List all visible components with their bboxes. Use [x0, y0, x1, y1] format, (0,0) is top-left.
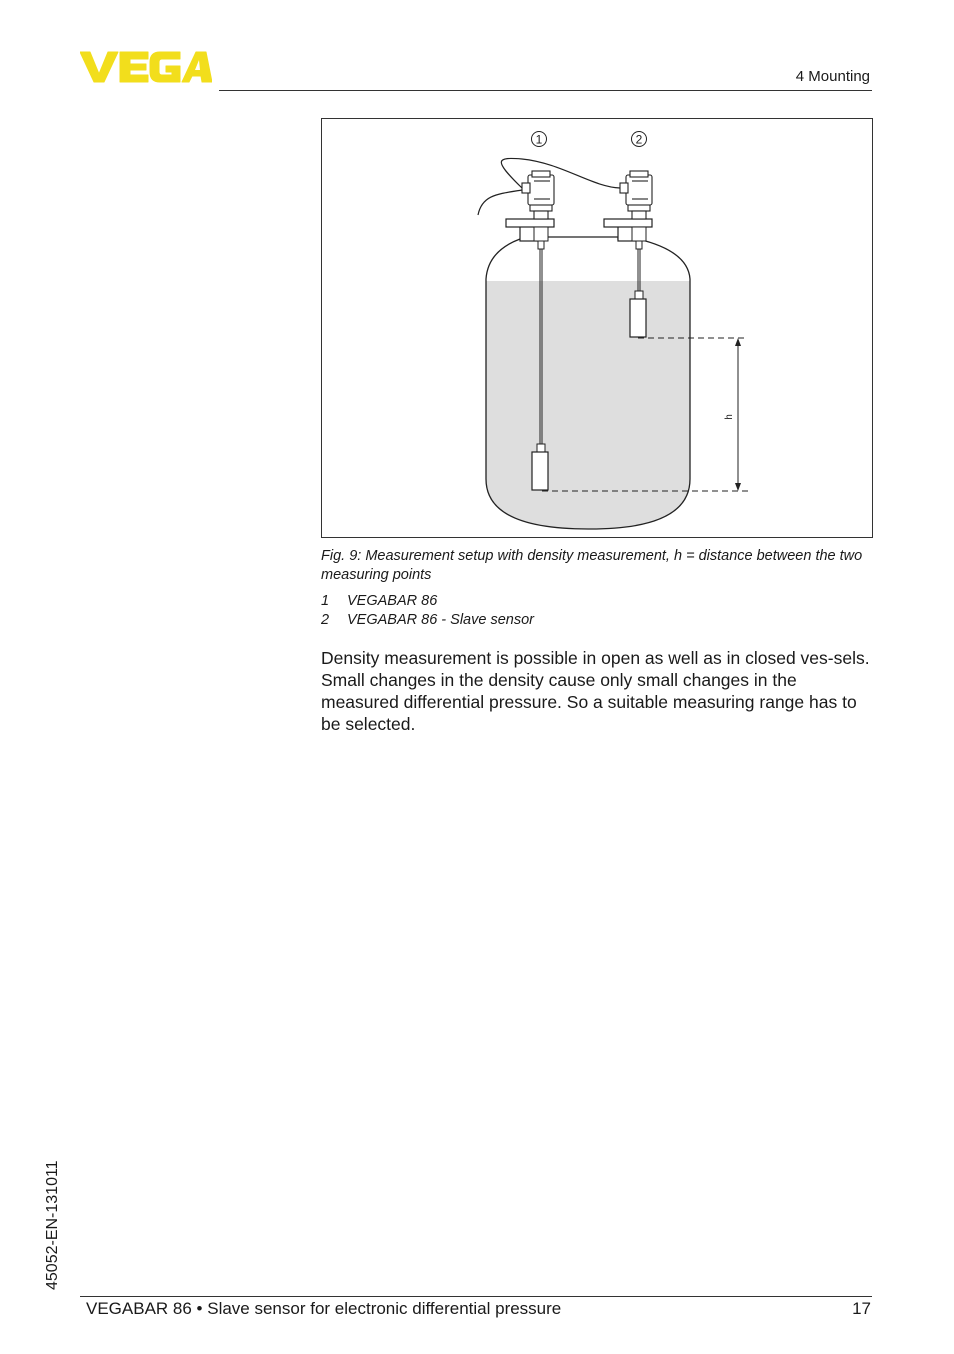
tank-diagram — [322, 119, 874, 539]
figure-frame — [321, 118, 873, 538]
measuring-cell-1 — [532, 452, 548, 490]
measuring-cell-2 — [630, 299, 646, 337]
footer-title: VEGABAR 86 • Slave sensor for electronic differential pressure — [86, 1299, 562, 1318]
header-rule — [219, 90, 872, 91]
sensor-head-1 — [522, 171, 554, 219]
cable-out — [478, 190, 522, 215]
figure-legend — [321, 592, 873, 630]
flange-left — [506, 219, 554, 227]
flange-right — [604, 219, 652, 227]
body-paragraph: Density measurement is possible in open as well as in closed ves-sels. Small changes in the density cause only small changes in the measured differential pressure. So a suitable measuring range has to be selected. — [321, 648, 870, 734]
cable-connection — [501, 158, 620, 188]
legend-text: VEGABAR 86 - Slave sensor — [347, 612, 534, 628]
page-number: 17 — [852, 1299, 871, 1318]
section-label: 4 Mounting — [795, 68, 870, 85]
legend-number: 1 — [321, 593, 330, 609]
footer-rule — [80, 1296, 872, 1297]
legend-item — [321, 592, 873, 611]
callout-2: 2 — [635, 132, 643, 147]
legend-item — [321, 611, 873, 630]
callout-1: 1 — [535, 132, 543, 147]
legend-number: 2 — [321, 612, 330, 628]
dimension-label: h — [724, 414, 735, 420]
legend-text: VEGABAR 86 — [347, 593, 438, 609]
figure-caption: Fig. 9: Measurement setup with density measurement, h = distance between the two measuring points — [321, 548, 863, 583]
vega-logo — [80, 50, 212, 84]
liquid-fill — [482, 281, 694, 539]
document-id: 45052-EN-131011 — [44, 1160, 61, 1290]
sensor-head-2 — [620, 171, 652, 219]
